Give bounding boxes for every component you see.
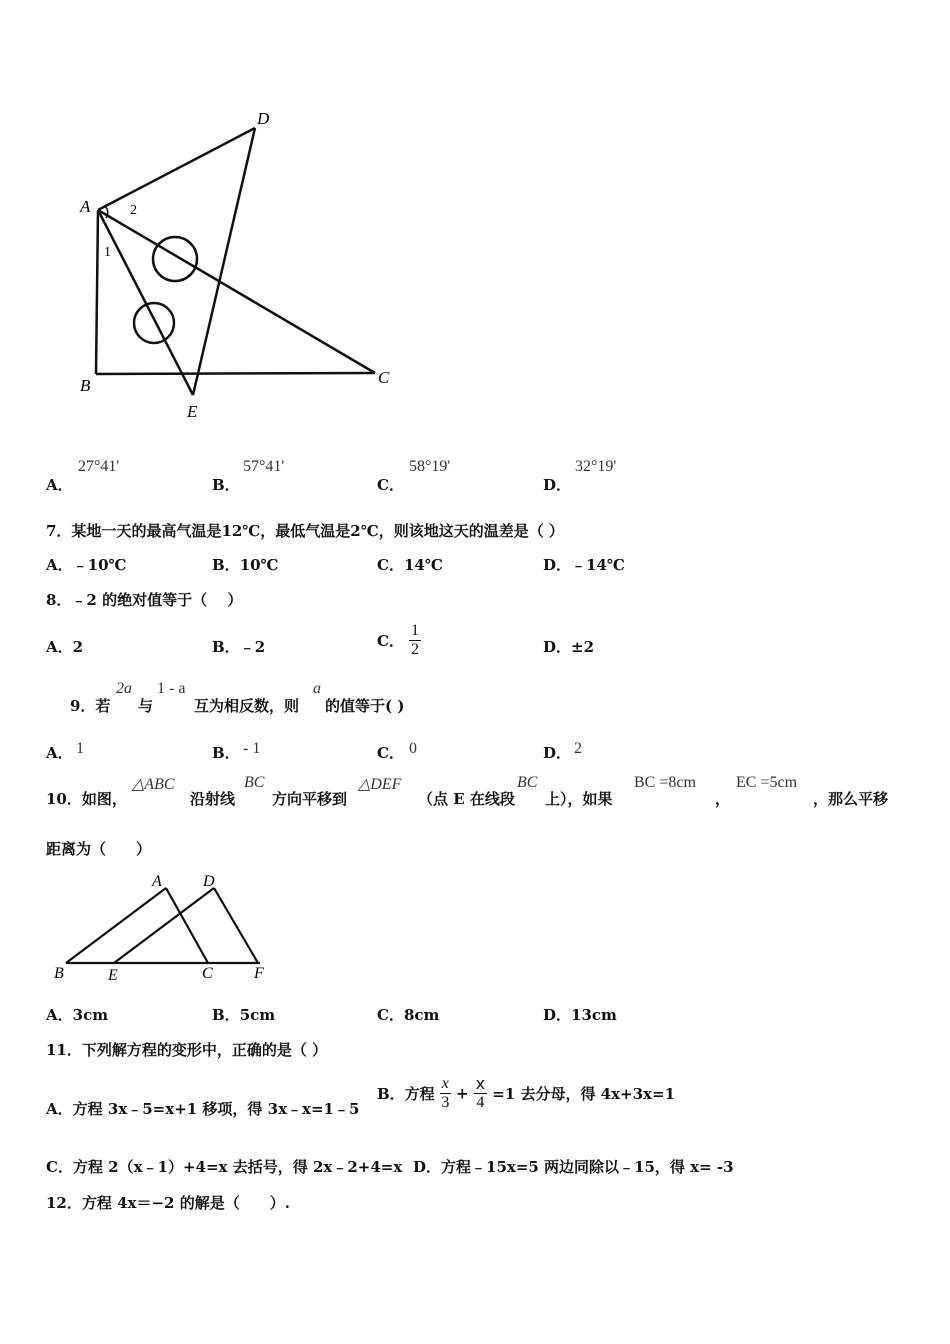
q8-option-b-value: ﹣2 xyxy=(239,638,266,656)
q10-option-c-letter: C． xyxy=(377,1006,404,1024)
q10-eq-bc: BC =8cm xyxy=(634,774,696,791)
q11-option-b-plus: + xyxy=(455,1084,469,1103)
q10-p6: ，那么平移 xyxy=(813,790,889,808)
q7-option-b-value: 10℃ xyxy=(239,556,279,574)
q11-option-b-pre: B．方程 xyxy=(377,1085,435,1103)
fig-label-E: E xyxy=(108,967,118,984)
q7-option-c-letter: C． xyxy=(377,556,404,574)
q8-option-a[interactable] xyxy=(46,636,83,657)
q8-option-b-letter: B． xyxy=(212,638,240,656)
q9-prefix: 9．若 xyxy=(70,697,111,715)
q8-option-c-fraction xyxy=(409,622,421,659)
fig-label-C: C xyxy=(202,965,213,982)
q9-option-c-letter: C． xyxy=(377,744,404,762)
q10-p3: 方向平移到 xyxy=(272,790,348,808)
q8-option-b[interactable] xyxy=(212,636,265,657)
q8-stem: 8．﹣2 的绝对值等于（ ） xyxy=(46,591,243,609)
q11-option-b-fraction-2 xyxy=(474,1075,487,1112)
geometry-figure-angles xyxy=(60,100,420,430)
q11-option-a[interactable]: A．方程 3x﹣5=x+1 移项，得 3x﹣x=1﹣5 xyxy=(46,1100,360,1118)
q10-option-a-letter: A． xyxy=(46,1006,73,1024)
q10-comma: ， xyxy=(715,790,731,808)
q7-option-a[interactable] xyxy=(46,554,127,575)
q6-option-b-value: 57°41' xyxy=(243,458,285,475)
q10-eq-ec: EC =5cm xyxy=(736,774,798,791)
q10-line2: 距离为（ ） xyxy=(46,840,152,858)
fig-label-B: B xyxy=(54,965,64,982)
fig-label-A: A xyxy=(152,873,162,890)
q12-stem: 12．方程 4x＝−2 的解是（ ）. xyxy=(46,1194,290,1212)
q9-var-a: a xyxy=(313,680,321,697)
q8-option-a-value: 2 xyxy=(72,638,84,656)
q10-p1: 10．如图， xyxy=(46,790,127,808)
q7-option-d[interactable] xyxy=(543,554,625,575)
q10-p2: 沿射线 xyxy=(190,790,236,808)
q7-option-b-letter: B． xyxy=(212,556,240,574)
q11-option-b-fraction-1 xyxy=(440,1075,451,1112)
q9-option-c-value: 0 xyxy=(409,740,417,757)
fraction-numerator: x xyxy=(441,1075,449,1092)
q10-option-d[interactable] xyxy=(543,1004,617,1025)
fraction-numerator: x xyxy=(475,1074,486,1093)
fraction-denominator: 2 xyxy=(411,641,420,658)
q9-option-d-letter: D． xyxy=(543,744,572,762)
q7-stem: 7．某地一天的最高气温是12℃，最低气温是2℃，则该地这天的温差是（ ） xyxy=(46,522,564,540)
q10-option-a[interactable] xyxy=(46,1004,108,1025)
q7-option-c[interactable] xyxy=(377,554,443,575)
q10-bc1: BC xyxy=(244,774,265,791)
q8-option-c[interactable] xyxy=(377,622,421,659)
q9-mid: 与 xyxy=(138,697,154,715)
q10-option-d-letter: D． xyxy=(543,1006,572,1024)
q9-mid2: 互为相反数，则 xyxy=(194,697,300,715)
q8-option-c-letter: C． xyxy=(377,632,404,650)
q11-option-b-post: =1 去分母，得 4x+3x=1 xyxy=(492,1085,676,1103)
q9-option-b-value: - 1 xyxy=(243,740,261,757)
q8-option-d[interactable] xyxy=(543,636,594,657)
q10-tri-def: △DEF xyxy=(358,776,402,793)
q7-option-d-value: ﹣14℃ xyxy=(571,556,625,574)
q9-suffix: 的值等于( ) xyxy=(325,697,405,715)
q10-option-b-letter: B． xyxy=(212,1006,240,1024)
label-2: 2 xyxy=(130,203,137,218)
q10-bc2: BC xyxy=(517,774,538,791)
q10-option-b[interactable] xyxy=(212,1004,275,1025)
label-A: A xyxy=(80,197,91,216)
translation-figure xyxy=(48,868,278,988)
q11-option-c[interactable]: C．方程 2（x﹣1）+4=x 去括号，得 2x﹣2+4=x xyxy=(46,1158,403,1176)
q7-option-c-value: 14℃ xyxy=(403,556,443,574)
q11-option-b[interactable] xyxy=(377,1075,675,1112)
fraction-denominator: 4 xyxy=(476,1094,485,1111)
q7-option-a-value: ﹣10℃ xyxy=(72,556,127,574)
q9-expr-2a: 2a xyxy=(116,680,132,697)
label-C: C xyxy=(378,368,390,387)
fig-label-F: F xyxy=(254,965,264,982)
fig-label-D: D xyxy=(203,873,215,890)
q6-option-d-value: 32°19' xyxy=(575,458,617,475)
q9-option-a-value: 1 xyxy=(76,740,84,757)
q9-option-a-letter: A． xyxy=(46,744,73,762)
label-B: B xyxy=(80,376,91,395)
q9-option-b-letter: B． xyxy=(212,744,240,762)
label-1: 1 xyxy=(104,245,111,260)
label-D: D xyxy=(257,109,270,128)
q10-option-c-value: 8cm xyxy=(403,1006,440,1024)
fraction-numerator: 1 xyxy=(411,622,420,639)
q7-option-d-letter: D． xyxy=(543,556,572,574)
q10-p5: 上），如果 xyxy=(545,790,613,808)
q8-option-d-letter: D． xyxy=(543,638,572,656)
q8-option-d-value: ±2 xyxy=(571,638,595,656)
q10-option-b-value: 5cm xyxy=(239,1006,276,1024)
q6-option-b-letter: B． xyxy=(212,476,240,494)
q9-option-d-value: 2 xyxy=(574,740,582,757)
q10-option-d-value: 13cm xyxy=(571,1006,617,1024)
q9-expr-1-a: 1 - a xyxy=(157,680,186,697)
q8-option-a-letter: A． xyxy=(46,638,73,656)
q10-p4: （点 E 在线段 xyxy=(418,790,515,808)
q6-option-d-letter: D． xyxy=(543,476,572,494)
q7-option-a-letter: A． xyxy=(46,556,73,574)
q6-option-c-letter: C． xyxy=(377,476,404,494)
q10-option-a-value: 3cm xyxy=(72,1006,109,1024)
label-E: E xyxy=(187,402,198,421)
q6-option-c-value: 58°19' xyxy=(409,458,451,475)
q10-tri-abc: △ABC xyxy=(132,776,175,793)
q7-option-b[interactable] xyxy=(212,554,279,575)
q6-option-a-letter: A． xyxy=(46,476,73,494)
q10-option-c[interactable] xyxy=(377,1004,439,1025)
q6-option-a-value: 27°41' xyxy=(78,458,120,475)
fraction-denominator: 3 xyxy=(441,1094,450,1111)
q11-option-d[interactable]: D．方程﹣15x=5 两边同除以﹣15，得 x= -3 xyxy=(413,1158,734,1176)
q11-stem: 11．下列解方程的变形中，正确的是（ ） xyxy=(46,1041,328,1059)
